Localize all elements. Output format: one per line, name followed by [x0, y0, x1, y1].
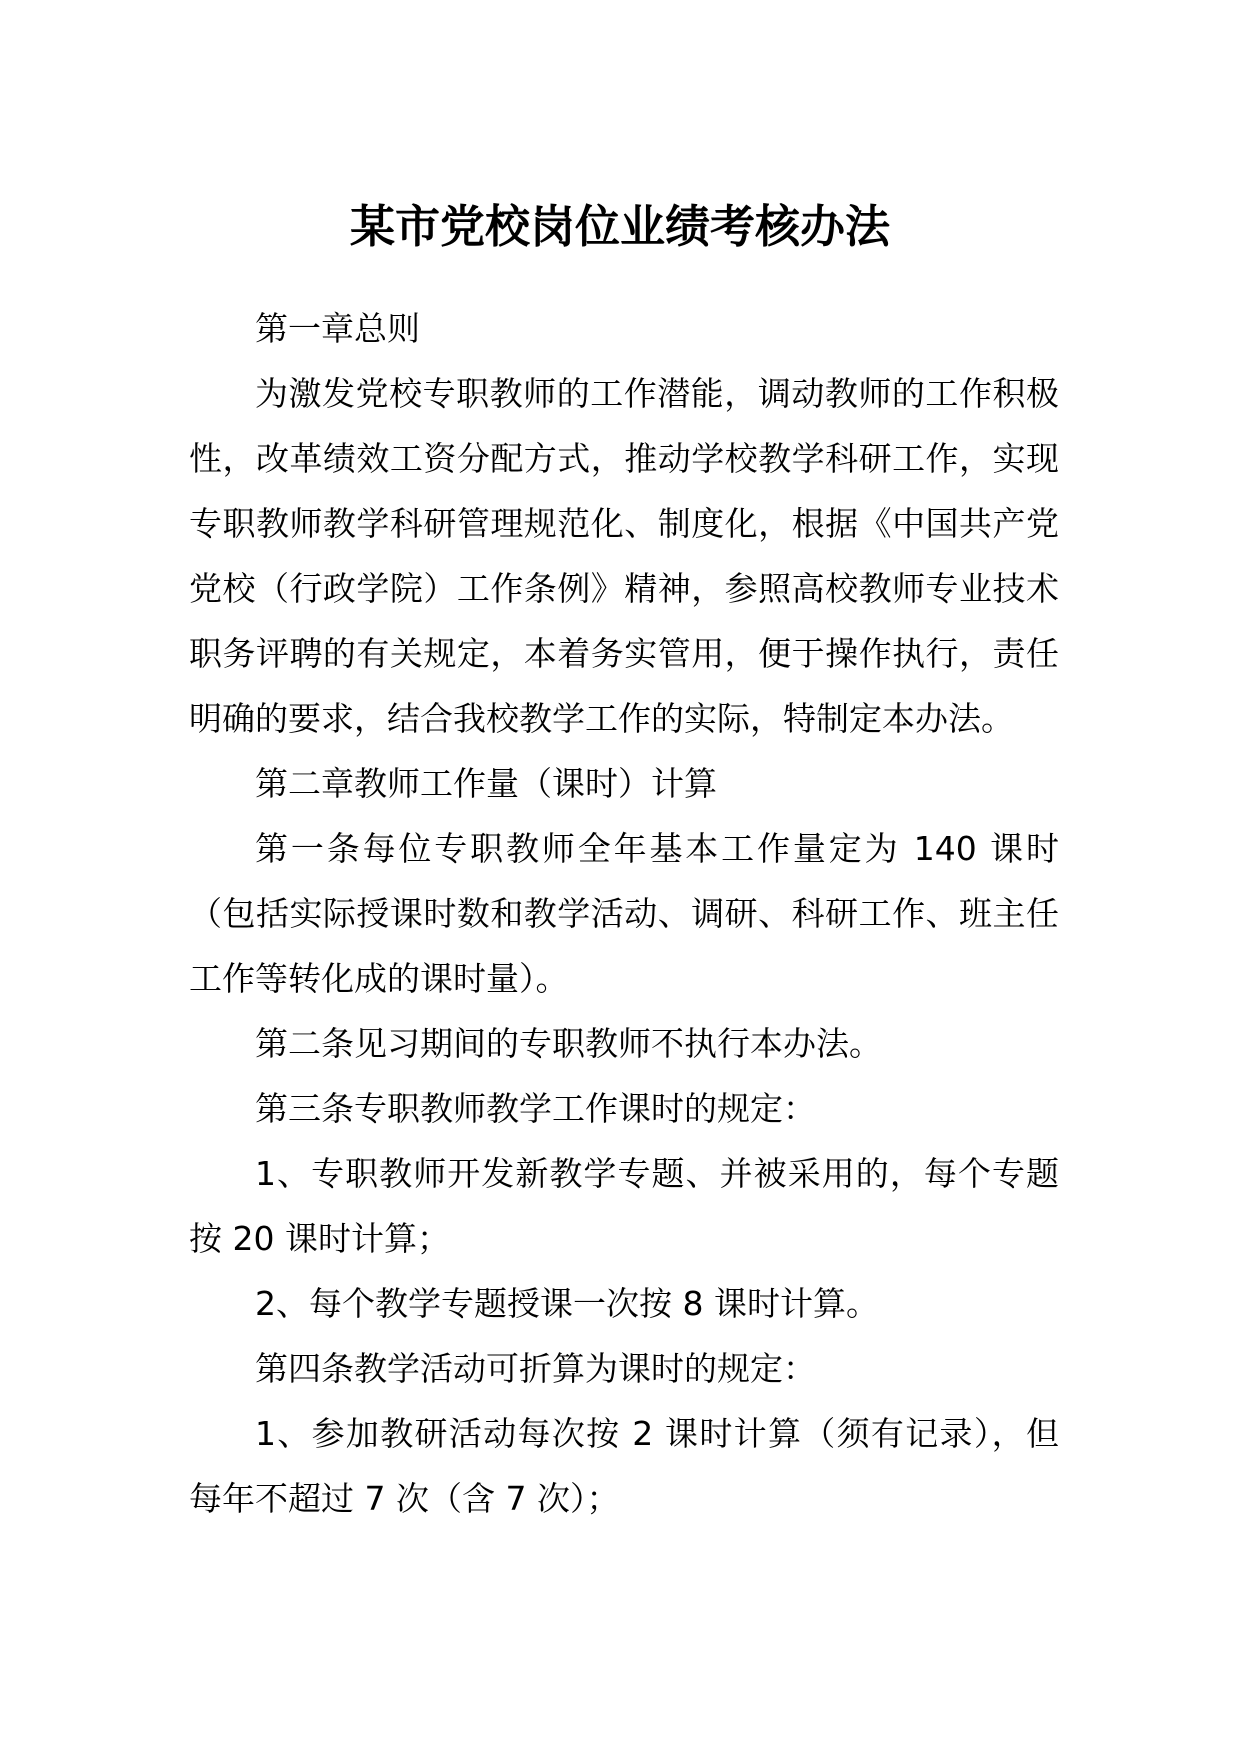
article-paragraph: 第四条教学活动可折算为课时的规定：: [255, 1349, 816, 1388]
article-paragraph: 第三条专职教师教学工作课时的规定：: [255, 1089, 816, 1128]
article-paragraph: 第一条每位专职教师全年基本工作量定为 140 课时（包括实际授课时数和教学活动、调研、科研工作、班主任工作等转化成的课时量）。: [189, 829, 1059, 998]
chapter-heading: 第二章教师工作量（课时）计算: [255, 764, 717, 803]
body-paragraph: 为激发党校专职教师的工作潜能，调动教师的工作积极性，改革绩效工资分配方式，推动学校教学科研工作，实现专职教师教学科研管理规范化、制度化，根据《中国共产党党校（行政学院）工作条例》精神，参照高校教师专业技术职务评聘的有关规定，本着务实管用，便于操作执行，责任明确的要求，结合我校教学工作的实际，特制定本办法。: [189, 374, 1059, 738]
document-title: 某市党校岗位业绩考核办法: [349, 200, 890, 253]
chapter-heading: 第一章总则: [255, 309, 420, 348]
list-item: 2、每个教学专题授课一次按 8 课时计算。: [255, 1284, 879, 1323]
list-item: 1、参加教研活动每次按 2 课时计算（须有记录），但每年不超过 7 次（含 7 次）；: [189, 1414, 1059, 1518]
document-body: [189, 296, 1059, 1531]
article-paragraph: 第二条见习期间的专职教师不执行本办法。: [255, 1024, 882, 1063]
list-item: 1、专职教师开发新教学专题、并被采用的，每个专题按 20 课时计算；: [189, 1154, 1059, 1258]
